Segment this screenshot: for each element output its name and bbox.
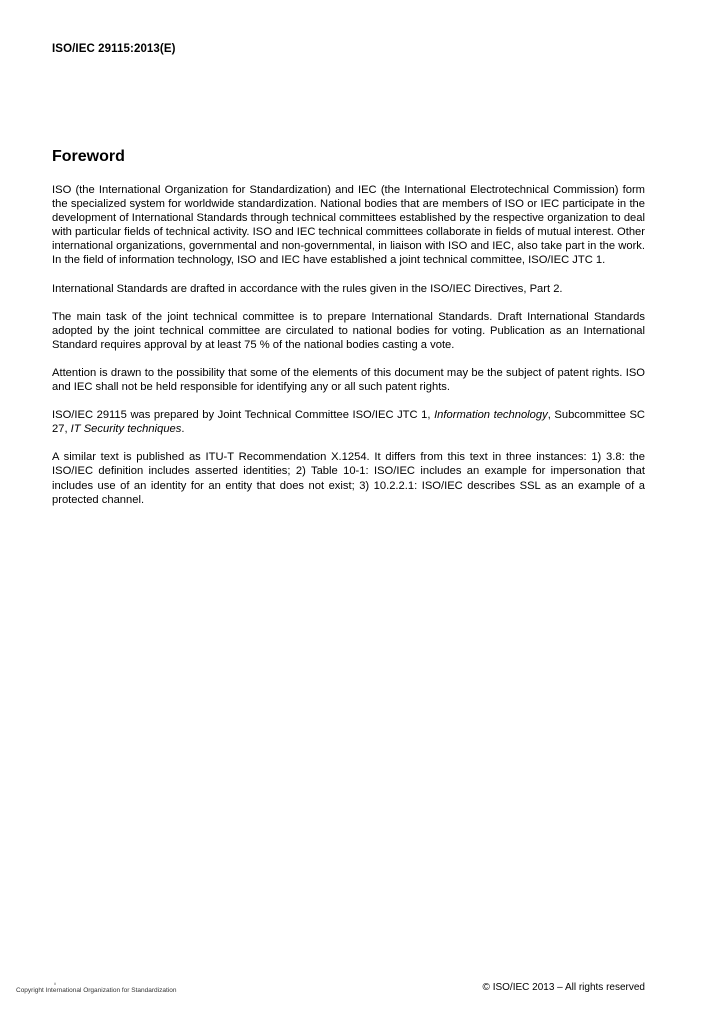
footer-copyright-left: Copyright International Organization for Standardization: [16, 987, 177, 994]
foreword-heading: Foreword: [52, 148, 125, 165]
footer-copyright-right: © ISO/IEC 2013 – All rights reserved: [482, 982, 645, 993]
p5-text-3: .: [181, 423, 185, 436]
page-number: ii: [54, 981, 56, 986]
foreword-paragraph-3: The main task of the joint technical committee is to prepare International Standards. Draft International Standards adopted by the joint technical committee are circulated to national bodies for voting. Publication as an International Standard requires approval by at least 75 % of the national bodies casting a vote.: [52, 310, 645, 351]
p5-text-2: , Subcommittee SC 27,: [52, 409, 646, 436]
foreword-paragraph-4: Attention is drawn to the possibility that some of the elements of this document may be the subject of patent rights. ISO and IEC shall not be held responsible for identifying any or all such patent rights.: [52, 366, 645, 394]
foreword-paragraph-1: ISO (the International Organization for Standardization) and IEC (the International Electrotechnical Commission) form the specialized system for worldwide standardization. National bodies that are members of ISO or IEC participate in the development of International Standards through technical committees established by the respective organization to deal with particular fields of technical activity. ISO and IEC technical committees collaborate in fields of mutual interest. Other international organizations, governmental and non-governmental, in liaison with ISO and IEC, also take part in the work. In the field of information technology, ISO and IEC have established a joint technical committee, ISO/IEC JTC 1.: [52, 184, 645, 267]
foreword-paragraph-6: A similar text is published as ITU-T Recommendation X.1254. It differs from this text in three instances: 1) 3.8: the ISO/IEC definition includes asserted identities; 2) Table 10-1: ISO/IEC includes an example for impersonation that includes use of an identity for an entity that does not exist; 3) 10.2.2.1: ISO/IEC describes SSL as an example of a protected channel.: [52, 451, 645, 506]
foreword-paragraph-5: [52, 408, 645, 436]
p5-italic-it-security: IT Security techniques: [70, 423, 182, 436]
p5-text-1: ISO/IEC 29115 was prepared by Joint Technical Committee ISO/IEC JTC 1,: [52, 409, 435, 422]
document-id-header: ISO/IEC 29115:2013(E): [52, 43, 176, 55]
p5-italic-info-tech: Information technology: [434, 409, 548, 422]
foreword-body: [52, 183, 645, 521]
foreword-paragraph-2: International Standards are drafted in accordance with the rules given in the ISO/IEC Directives, Part 2.: [52, 282, 563, 295]
